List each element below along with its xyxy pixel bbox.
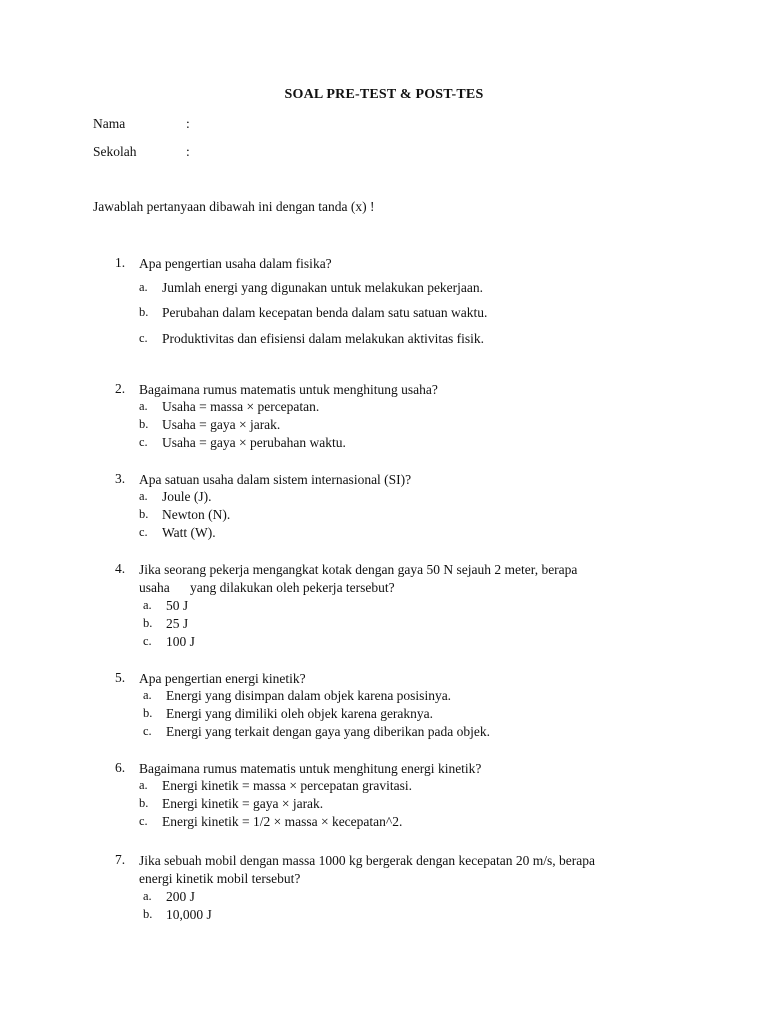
question-text: Apa pengertian energi kinetik? bbox=[139, 671, 306, 686]
question-number: 3. bbox=[115, 471, 126, 486]
option-5c bbox=[0, 724, 768, 742]
option-text: Produktivitas dan efisiensi dalam melakukan aktivitas fisik. bbox=[162, 331, 485, 346]
option-text: Watt (W). bbox=[162, 525, 216, 540]
question-number: 7. bbox=[115, 852, 126, 867]
instruction-text: Jawablah pertanyaan dibawah ini dengan tanda (x) ! bbox=[93, 199, 375, 214]
option-letter: b. bbox=[143, 616, 153, 630]
option-text: 100 J bbox=[166, 634, 195, 649]
option-2b bbox=[0, 417, 768, 435]
question-number: 1. bbox=[115, 255, 126, 270]
option-text: Energi kinetik = 1/2 × massa × kecepatan^2. bbox=[162, 814, 403, 829]
option-text: Energi kinetik = gaya × jarak. bbox=[162, 796, 324, 811]
option-letter: a. bbox=[139, 399, 148, 413]
name-colon: : bbox=[186, 116, 190, 131]
option-5a bbox=[0, 688, 768, 706]
option-6b bbox=[0, 796, 768, 814]
option-letter: c. bbox=[139, 525, 148, 539]
option-6c bbox=[0, 814, 768, 832]
option-letter: b. bbox=[143, 706, 153, 720]
option-2c bbox=[0, 435, 768, 453]
option-5b bbox=[0, 706, 768, 724]
option-letter: a. bbox=[143, 889, 152, 903]
option-text: Jumlah energi yang digunakan untuk melakukan pekerjaan. bbox=[162, 280, 484, 295]
question-text-line-1: Jika sebuah mobil dengan massa 1000 kg bergerak dengan kecepatan 20 m/s, berapa bbox=[139, 853, 595, 868]
option-letter: a. bbox=[143, 688, 152, 702]
option-text: Newton (N). bbox=[162, 507, 231, 522]
name-label: Nama bbox=[93, 116, 126, 131]
option-text: Perubahan dalam kecepatan benda dalam satu satuan waktu. bbox=[162, 305, 488, 320]
option-letter: c. bbox=[139, 814, 148, 828]
option-text: Usaha = massa × percepatan. bbox=[162, 399, 320, 414]
option-1c bbox=[0, 331, 768, 349]
option-text: Energi yang terkait dengan gaya yang diberikan pada objek. bbox=[166, 724, 491, 739]
option-1a bbox=[0, 280, 768, 298]
option-letter: b. bbox=[139, 305, 149, 319]
option-letter: a. bbox=[139, 778, 148, 792]
option-letter: b. bbox=[139, 507, 149, 521]
option-1b bbox=[0, 305, 768, 323]
option-letter: c. bbox=[143, 724, 152, 738]
option-3c bbox=[0, 525, 768, 543]
option-text: Usaha = gaya × perubahan waktu. bbox=[162, 435, 346, 450]
option-4b bbox=[0, 616, 768, 634]
option-letter: c. bbox=[143, 634, 152, 648]
option-letter: c. bbox=[139, 331, 148, 345]
option-text: Usaha = gaya × jarak. bbox=[162, 417, 281, 432]
question-text-line-2: usaha yang dilakukan oleh pekerja tersebut? bbox=[139, 580, 395, 595]
option-3a bbox=[0, 489, 768, 507]
school-colon: : bbox=[186, 144, 190, 159]
option-4a bbox=[0, 598, 768, 616]
question-number: 6. bbox=[115, 760, 126, 775]
option-7b bbox=[0, 907, 768, 925]
option-letter: b. bbox=[139, 417, 149, 431]
question-text: Apa satuan usaha dalam sistem internasional (SI)? bbox=[139, 472, 412, 487]
option-letter: b. bbox=[139, 796, 149, 810]
question-text: Bagaimana rumus matematis untuk menghitung usaha? bbox=[139, 382, 438, 397]
option-text: 10,000 J bbox=[166, 907, 212, 922]
option-text: Energi yang dimiliki oleh objek karena geraknya. bbox=[166, 706, 434, 721]
document-title: SOAL PRE-TEST & POST-TES bbox=[284, 87, 484, 102]
question-text-line-2: energi kinetik mobil tersebut? bbox=[139, 871, 301, 886]
school-label: Sekolah bbox=[93, 144, 137, 159]
option-6a bbox=[0, 778, 768, 796]
option-letter: a. bbox=[139, 489, 148, 503]
question-text: Bagaimana rumus matematis untuk menghitung energi kinetik? bbox=[139, 761, 482, 776]
option-text: Energi yang disimpan dalam objek karena posisinya. bbox=[166, 688, 452, 703]
option-text: 200 J bbox=[166, 889, 195, 904]
option-2a bbox=[0, 399, 768, 417]
option-text: Joule (J). bbox=[162, 489, 212, 504]
question-text: Apa pengertian usaha dalam fisika? bbox=[139, 256, 332, 271]
option-4c bbox=[0, 634, 768, 652]
question-text-line-1: Jika seorang pekerja mengangkat kotak dengan gaya 50 N sejauh 2 meter, berapa bbox=[139, 562, 578, 577]
option-letter: b. bbox=[143, 907, 153, 921]
option-text: Energi kinetik = massa × percepatan gravitasi. bbox=[162, 778, 413, 793]
option-7a bbox=[0, 889, 768, 907]
option-letter: a. bbox=[139, 280, 148, 294]
option-text: 50 J bbox=[166, 598, 189, 613]
question-number: 2. bbox=[115, 381, 126, 396]
option-text: 25 J bbox=[166, 616, 189, 631]
option-3b bbox=[0, 507, 768, 525]
question-number: 4. bbox=[115, 561, 126, 576]
question-number: 5. bbox=[115, 670, 126, 685]
option-letter: c. bbox=[139, 435, 148, 449]
option-letter: a. bbox=[143, 598, 152, 612]
